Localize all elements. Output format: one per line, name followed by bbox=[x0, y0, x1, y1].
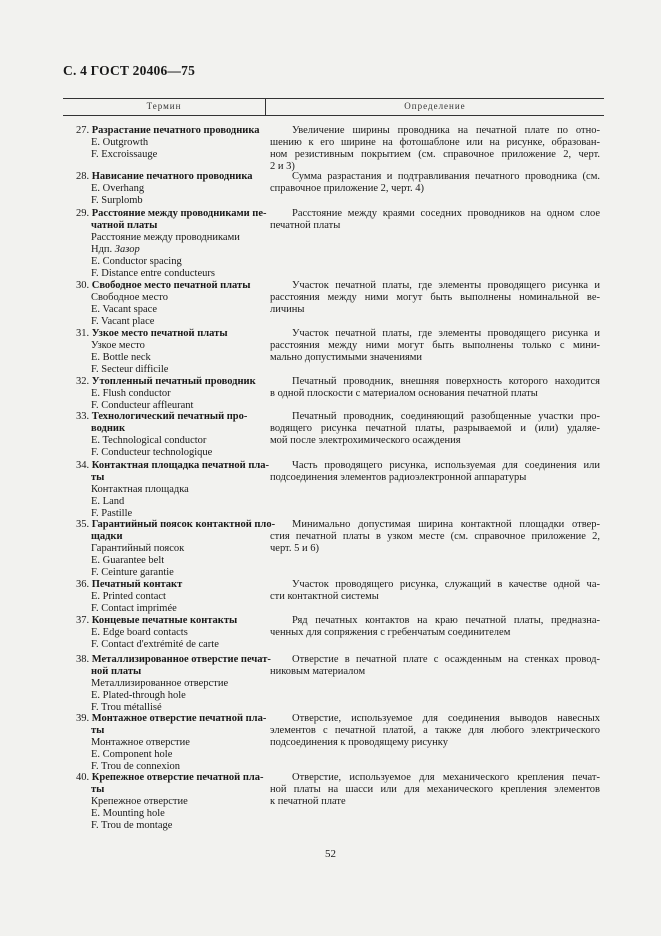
term-name: ты bbox=[91, 783, 105, 795]
term-name: Утопленный печатный проводник bbox=[91, 376, 256, 387]
french-equivalent: F. Vacant place bbox=[91, 315, 155, 327]
definition-line: справочное приложение 2, черт. 4) bbox=[270, 182, 424, 194]
term-number: 27. bbox=[76, 125, 90, 136]
term-number: 29. bbox=[76, 208, 90, 219]
english-equivalent: E. Edge board contacts bbox=[91, 626, 188, 638]
term-number: 32. bbox=[76, 376, 90, 387]
french-equivalent: F. Surplomb bbox=[91, 194, 143, 206]
term-heading bbox=[63, 280, 265, 292]
term-name: Нависание печатного проводника bbox=[91, 171, 253, 182]
term-heading-continued bbox=[63, 725, 265, 737]
term-number: 35. bbox=[76, 519, 90, 530]
term-heading-continued bbox=[63, 423, 265, 435]
definition-cell bbox=[270, 280, 600, 316]
definition-line: ной платы на шасси или для механического крепления элементов bbox=[270, 783, 600, 795]
term-heading bbox=[63, 171, 265, 183]
definition-line: мально допустимыми значениями bbox=[270, 351, 423, 363]
french-equivalent: F. Ceinture garantie bbox=[91, 566, 174, 578]
definition-cell bbox=[270, 519, 600, 555]
table-header-rule bbox=[63, 115, 604, 116]
term-heading bbox=[63, 579, 265, 591]
short-term: Крепежное отверстие bbox=[91, 795, 188, 807]
english-equivalent: E. Conductor spacing bbox=[91, 255, 182, 267]
term-number: 34. bbox=[76, 460, 90, 471]
definition-cell bbox=[270, 411, 600, 447]
definition-line: Минимально допустимая ширина контактной площадки отвер- bbox=[292, 519, 600, 530]
definition-line: Увеличение ширины проводника на печатной плате по отно- bbox=[292, 125, 600, 136]
term-heading bbox=[63, 328, 265, 340]
english-equivalent: E. Plated-through hole bbox=[91, 689, 186, 701]
term-name: Контактная площадка печатной пла- bbox=[91, 460, 270, 471]
short-term: Свободное место bbox=[91, 291, 168, 303]
term-heading bbox=[63, 208, 265, 220]
definition-cell bbox=[270, 171, 600, 195]
english-equivalent: E. Mounting hole bbox=[91, 807, 165, 819]
definition-cell bbox=[270, 615, 600, 639]
term-number: 39. bbox=[76, 713, 90, 724]
term-name: водник bbox=[91, 422, 126, 434]
deprecated-term: Ндп. Зазор bbox=[91, 243, 140, 255]
term-cell bbox=[63, 125, 265, 161]
short-term: Расстояние между проводниками bbox=[91, 231, 240, 243]
column-header-term: Термин bbox=[146, 101, 182, 111]
term-name: Свободное место печатной платы bbox=[91, 280, 251, 291]
definition-line: печатной платы bbox=[270, 219, 341, 231]
definition-line: ном резистивным покрытием (см. справочное приложение 2, черт. bbox=[270, 148, 600, 160]
term-cell bbox=[63, 208, 265, 279]
term-name: Монтажное отверстие печатной пла- bbox=[91, 713, 267, 724]
definition-line: Расстояние между краями соседних проводников на одном слое bbox=[292, 208, 600, 219]
term-number: 28. bbox=[76, 171, 90, 182]
page-header: С. 4 ГОСТ 20406—75 bbox=[63, 63, 196, 78]
short-term: Узкое место bbox=[91, 339, 145, 351]
term-heading bbox=[63, 615, 265, 627]
english-equivalent: E. Outgrowth bbox=[91, 136, 149, 148]
term-name: ты bbox=[91, 724, 105, 736]
english-equivalent: E. Bottle neck bbox=[91, 351, 151, 363]
definition-line: черт. 5 и 6) bbox=[270, 542, 319, 554]
term-name: чатной платы bbox=[91, 219, 158, 231]
english-equivalent: E. Guarantee belt bbox=[91, 554, 165, 566]
english-equivalent: E. Land bbox=[91, 495, 125, 507]
definition-line: расстояния между ними могут быть выполнены номинальной ве- bbox=[270, 291, 600, 303]
definition-line: Участок печатной платы, где элементы проводящего рисунка и bbox=[292, 280, 600, 291]
definition-line: подсоединения к проводящему рисунку bbox=[270, 736, 448, 748]
french-equivalent: F. Trou de connexion bbox=[91, 760, 180, 772]
term-number: 31. bbox=[76, 328, 90, 339]
term-name: Металлизированное отверстие печат- bbox=[91, 654, 271, 665]
term-name: Расстояние между проводниками пе- bbox=[91, 208, 267, 219]
english-equivalent: E. Flush conductor bbox=[91, 387, 171, 399]
definition-line: стия печатной платы в узком месте (см. справочное приложение 2, bbox=[270, 530, 600, 542]
definition-line: Печатный проводник, внешняя поверхность которого находится bbox=[292, 376, 600, 387]
english-equivalent: E. Printed contact bbox=[91, 590, 166, 602]
definition-line: ченных для сопряжения с гребенчатым соединителем bbox=[270, 626, 511, 638]
english-equivalent: E. Overhang bbox=[91, 182, 145, 194]
definition-line: расстояния между ними могут быть выполнены только с мини- bbox=[270, 339, 600, 351]
term-cell bbox=[63, 654, 271, 714]
french-equivalent: F. Distance entre conducteurs bbox=[91, 267, 215, 279]
definition-line: сти контактной системы bbox=[270, 590, 379, 602]
french-equivalent: F. Conducteur affleurant bbox=[91, 399, 194, 411]
term-heading bbox=[63, 460, 270, 472]
term-name: щадки bbox=[91, 530, 123, 542]
term-cell bbox=[63, 772, 265, 832]
definition-line: Участок проводящего рисунка, служащий в качестве одной ча- bbox=[292, 579, 600, 590]
table-top-rule bbox=[63, 98, 604, 99]
short-term: Металлизированное отверстие bbox=[91, 677, 229, 689]
term-cell bbox=[63, 411, 265, 459]
definition-line: Участок печатной платы, где элементы проводящего рисунка и bbox=[292, 328, 600, 339]
definition-cell bbox=[270, 654, 600, 678]
term-heading-continued bbox=[63, 784, 265, 796]
definition-line: Отверстие, используемое для соединения выводов навесных bbox=[292, 713, 600, 724]
french-equivalent: F. Trou métallisé bbox=[91, 701, 162, 713]
term-cell bbox=[63, 519, 276, 579]
short-term: Монтажное отверстие bbox=[91, 736, 190, 748]
term-name: Гарантийный поясок контактной пло- bbox=[91, 519, 276, 530]
french-equivalent: F. Excroissauge bbox=[91, 148, 158, 160]
definition-line: в одной плоскости с материалом основания печатной платы bbox=[270, 387, 538, 399]
term-name: Крепежное отверстие печатной пла- bbox=[91, 772, 264, 783]
term-name: Печатный контакт bbox=[91, 579, 183, 590]
definition-line: подсоединения элементов радиоэлектронной аппаратуры bbox=[270, 471, 527, 483]
definition-line: Сумма разрастания и подтравливания печатного проводника (см. bbox=[292, 171, 600, 182]
french-equivalent: F. Conducteur technologique bbox=[91, 446, 213, 458]
term-name: Узкое место печатной платы bbox=[91, 328, 228, 339]
term-heading-continued bbox=[63, 666, 265, 678]
french-equivalent: F. Pastille bbox=[91, 507, 133, 519]
term-number: 37. bbox=[76, 615, 90, 626]
term-cell bbox=[63, 171, 265, 207]
term-cell bbox=[63, 280, 265, 328]
term-number: 30. bbox=[76, 280, 90, 291]
definition-line: к печатной плате bbox=[270, 795, 346, 807]
term-heading-continued bbox=[63, 531, 265, 543]
definition-cell bbox=[270, 579, 600, 603]
definition-cell bbox=[270, 125, 600, 173]
english-equivalent: E. Vacant space bbox=[91, 303, 157, 315]
term-heading bbox=[63, 713, 265, 725]
column-header-definition: Определение bbox=[404, 101, 466, 111]
definition-line: водящего рисунка печатной платы, разрываемой и (или) удаляе- bbox=[270, 422, 600, 434]
term-number: 36. bbox=[76, 579, 90, 590]
term-number: 33. bbox=[76, 411, 90, 422]
page-number: 52 bbox=[325, 848, 336, 860]
term-heading-continued bbox=[63, 220, 265, 232]
french-equivalent: F. Secteur difficile bbox=[91, 363, 169, 375]
definition-line: личины bbox=[270, 303, 305, 315]
definition-cell bbox=[270, 328, 600, 364]
term-heading bbox=[63, 125, 265, 137]
definition-line: никовым материалом bbox=[270, 665, 366, 677]
french-equivalent: F. Contact d'extrémité de carte bbox=[91, 638, 219, 650]
term-name: Технологический печатный про- bbox=[91, 411, 248, 422]
definition-cell bbox=[270, 772, 600, 808]
definition-line: Ряд печатных контактов на краю печатной платы, предназна- bbox=[292, 615, 600, 626]
term-name: Разрастание печатного проводника bbox=[91, 125, 260, 136]
term-heading bbox=[63, 654, 271, 666]
term-cell bbox=[63, 328, 265, 376]
term-heading bbox=[63, 519, 276, 531]
term-cell bbox=[63, 579, 265, 615]
term-name: Концевые печатные контакты bbox=[91, 615, 238, 626]
definition-line: Отверстие, используемое для механического крепления печат- bbox=[292, 772, 600, 783]
definition-line: Часть проводящего рисунка, используемая для соединения или bbox=[292, 460, 600, 471]
term-cell bbox=[63, 376, 265, 412]
french-equivalent: F. Trou de montage bbox=[91, 819, 173, 831]
definition-cell bbox=[270, 376, 600, 400]
definition-line: Печатный проводник, соединяющий разобщенные участки про- bbox=[292, 411, 600, 422]
short-term: Гарантийный поясок bbox=[91, 542, 185, 554]
term-name: ты bbox=[91, 471, 105, 483]
term-heading bbox=[63, 376, 265, 388]
term-number: 38. bbox=[76, 654, 90, 665]
definition-cell bbox=[270, 460, 600, 484]
definition-line: шению к его ширине на фотошаблоне или на рисунке, образован- bbox=[270, 136, 600, 148]
term-number: 40. bbox=[76, 772, 90, 783]
term-name: ной платы bbox=[91, 665, 142, 677]
english-equivalent: E. Component hole bbox=[91, 748, 173, 760]
term-cell bbox=[63, 460, 270, 520]
definition-line: 2 и 3) bbox=[270, 160, 295, 172]
definition-line: элементов с печатной платой, а также для любого электрического bbox=[270, 724, 600, 736]
term-cell bbox=[63, 615, 265, 651]
english-equivalent: E. Technological conductor bbox=[91, 434, 207, 446]
short-term: Контактная площадка bbox=[91, 483, 189, 495]
term-heading-continued bbox=[63, 472, 265, 484]
definition-cell bbox=[270, 208, 600, 232]
term-heading bbox=[63, 411, 265, 423]
term-cell bbox=[63, 713, 265, 773]
term-heading bbox=[63, 772, 265, 784]
definition-line: мой после электрохимического осаждения bbox=[270, 434, 461, 446]
definition-cell bbox=[270, 713, 600, 749]
definition-line: Отверстие в печатной плате с осажденным на стенках провод- bbox=[292, 654, 600, 665]
french-equivalent: F. Contact imprimée bbox=[91, 602, 177, 614]
